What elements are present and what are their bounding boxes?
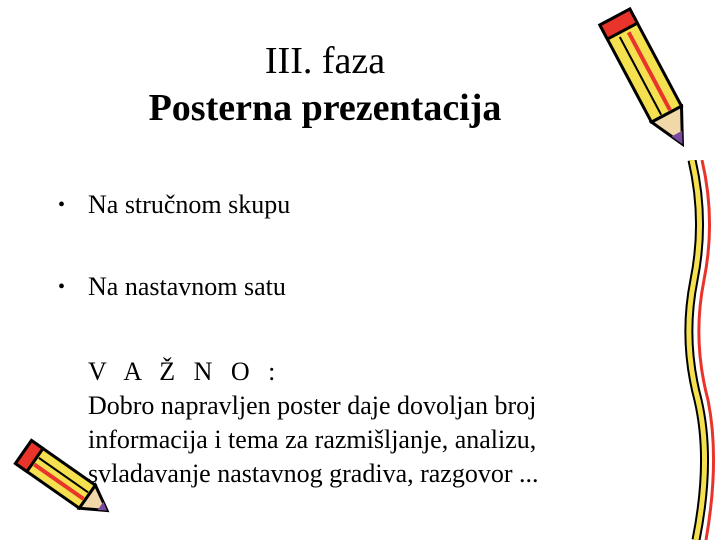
pencil-icon [0,430,120,530]
title-line-1: III. faza [264,40,386,82]
pencil-icon [596,0,706,170]
bullet-text: Na stručnom skupu [88,190,291,219]
slide-title [0,38,650,132]
note-text: Dobro napravljen poster daje dovoljan broj informacija i tema za razmišljanje, analizu, svladavanje nastavnog gradiva, razgovor ... [88,391,539,488]
bullet-text: Na nastavnom satu [88,272,286,301]
note-heading: V A Ž N O : [88,357,282,386]
bullet-item [58,268,658,306]
bullet-dot-icon: • [58,276,66,298]
note-block [88,355,658,491]
bullet-item [58,186,658,224]
pencil-border-icon [672,160,720,540]
title-line-2: Posterna prezentacija [148,87,502,129]
bullet-dot-icon: • [58,194,66,216]
bullet-list [58,186,658,350]
